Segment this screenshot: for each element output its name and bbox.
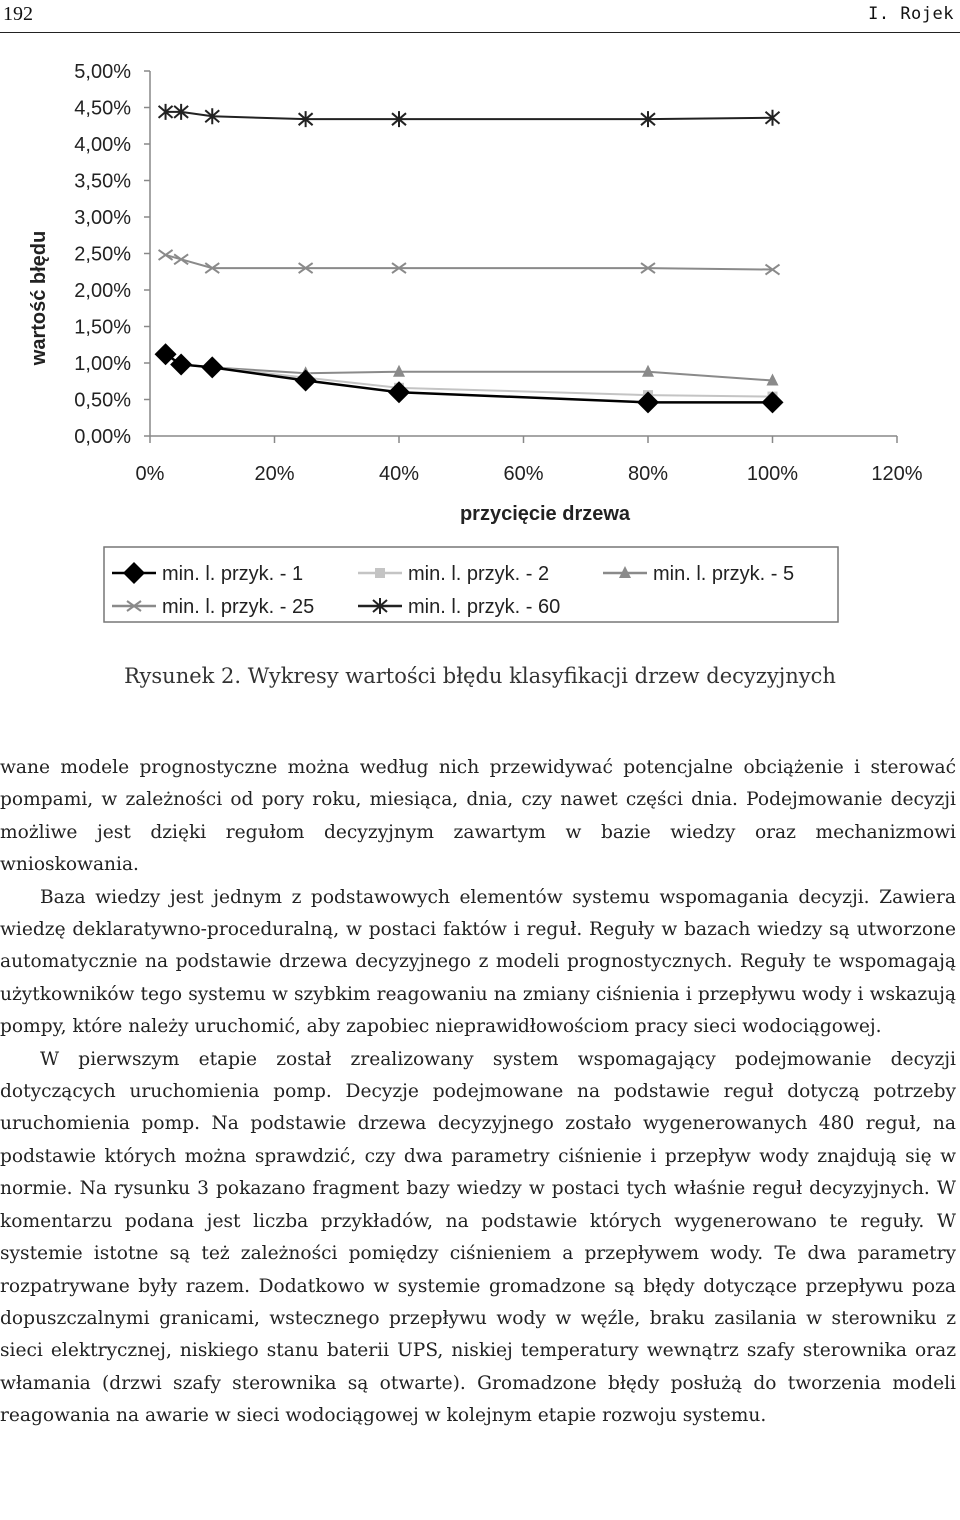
x-axis-title: przycięcie drzewa: [459, 503, 631, 525]
x-tick-label: 20%: [254, 463, 295, 485]
paragraph-3: W pierwszym etapie został zrealizowany system wspomagający podejmowanie decyzji dotyczących uruchomienia pomp. Decyzje podejmowane na podstawie reguł dotyczą potrzeby uruchomienia pomp. Na podstawie drzewa decyzyjnego zostało wygenerowanych 480 reguł, na podstawie których można sprawdzić, czy dwa parametry ciśnienie i przepływ wody znajdują się w normie. Na rysunku 3 pokazano fragment bazy wiedzy w postaci tych właśnie reguł decyzyjnych. W komentarzu podana jest liczba przykładów, na podstawie których wygenerowano te reguły. W systemie istotne są też zależności pomiędzy ciśnieniem a przepływem wody. Te dwa parametry rozpatrywane były razem. Dodatkowo w systemie gromadzone są błędy dotyczące przepływu poza dopuszczalnymi granicami, wstecznego przepływu wody w węźle, braku zasilania w sterowniku z sieci elektrycznej, niskiego stanu baterii UPS, niskiej temperatury wewnątrz szafy sterownika oraz włamania (drzwi szafy sterownika są otwarte). Gromadzone błędy posłużą do tworzenia modeli reagowania na awarie w sieci wodociągowej w kolejnym etapie rozwoju systemu.: [0, 1048, 956, 1427]
body-text: [0, 752, 956, 1433]
y-tick-label: 0,50%: [74, 389, 131, 412]
y-tick-label: 3,00%: [74, 207, 131, 229]
data-point: [642, 365, 654, 377]
error-chart: [0, 44, 960, 644]
data-point: [159, 250, 173, 260]
series-line: [166, 354, 773, 380]
data-point: [174, 254, 188, 264]
paragraph-1: wane modele prognostyczne można według nich przewidywać potencjalne obciążenie i sterować pompami, w zależności od pory roku, miesiąca, dnia, czy nawet części dnia. Podejmowanie decyzji możliwe jest dzięki regułom decyzyjnym zawartym w bazie wiedzy oraz mechanizmowi wnioskowania.: [0, 757, 956, 876]
series-line: [166, 112, 773, 119]
data-point: [201, 356, 223, 378]
y-tick-label: 5,00%: [74, 61, 131, 83]
page-number: 192: [3, 3, 33, 25]
legend-label: min. l. przyk. - 2: [408, 563, 550, 585]
header-rule: [0, 32, 960, 33]
y-tick-label: 0,00%: [74, 426, 131, 448]
legend-label: min. l. przyk. - 60: [408, 596, 561, 618]
data-point: [762, 391, 784, 413]
y-tick-label: 3,50%: [74, 170, 131, 193]
y-tick-label: 4,00%: [74, 134, 131, 156]
legend-marker: [375, 568, 385, 578]
page-header: [0, 0, 960, 34]
legend-marker: [123, 562, 145, 584]
y-tick-label: 2,00%: [74, 280, 131, 302]
paragraph-2: Baza wiedzy jest jednym z podstawowych elementów systemu wspomagania decyzji. Zawiera wiedzę deklaratywno-proceduralną, w postaci faktów i reguł. Reguły w bazach wiedzy są utworzone automatycznie na podstawie drzewa decyzyjnego z modeli prognostycznych. Reguły te wspomagają użytkowników tego systemu w szybkim reagowaniu na zmiany ciśnienia i przepływu wody i wskazują pompy, które należy uruchomić, aby zapobiec nieprawidłowościom pracy sieci wodociągowej.: [0, 886, 956, 1038]
x-tick-label: 40%: [378, 463, 420, 485]
data-point: [388, 381, 410, 403]
x-tick-label: 60%: [503, 463, 544, 485]
legend-label: min. l. przyk. - 5: [653, 563, 795, 585]
y-axis-title: wartość błędu: [28, 230, 50, 366]
x-tick-label: 120%: [871, 463, 923, 485]
x-tick-label: 80%: [627, 463, 669, 485]
legend-label: min. l. przyk. - 1: [162, 563, 304, 585]
y-tick-label: 4,50%: [74, 97, 131, 120]
y-tick-label: 1,50%: [74, 316, 131, 339]
x-tick-label: 100%: [746, 463, 799, 485]
data-point: [393, 365, 405, 377]
legend-label: min. l. przyk. - 25: [162, 596, 315, 618]
series-line: [166, 255, 773, 270]
figure-caption: Rysunek 2. Wykresy wartości błędu klasyfikacji drzew decyzyjnych: [124, 664, 836, 688]
x-tick-label: 0%: [135, 463, 165, 485]
y-tick-label: 2,50%: [74, 243, 131, 266]
y-tick-label: 1,00%: [74, 353, 131, 375]
running-head: I. Rojek: [868, 4, 954, 24]
series-line: [166, 354, 773, 396]
